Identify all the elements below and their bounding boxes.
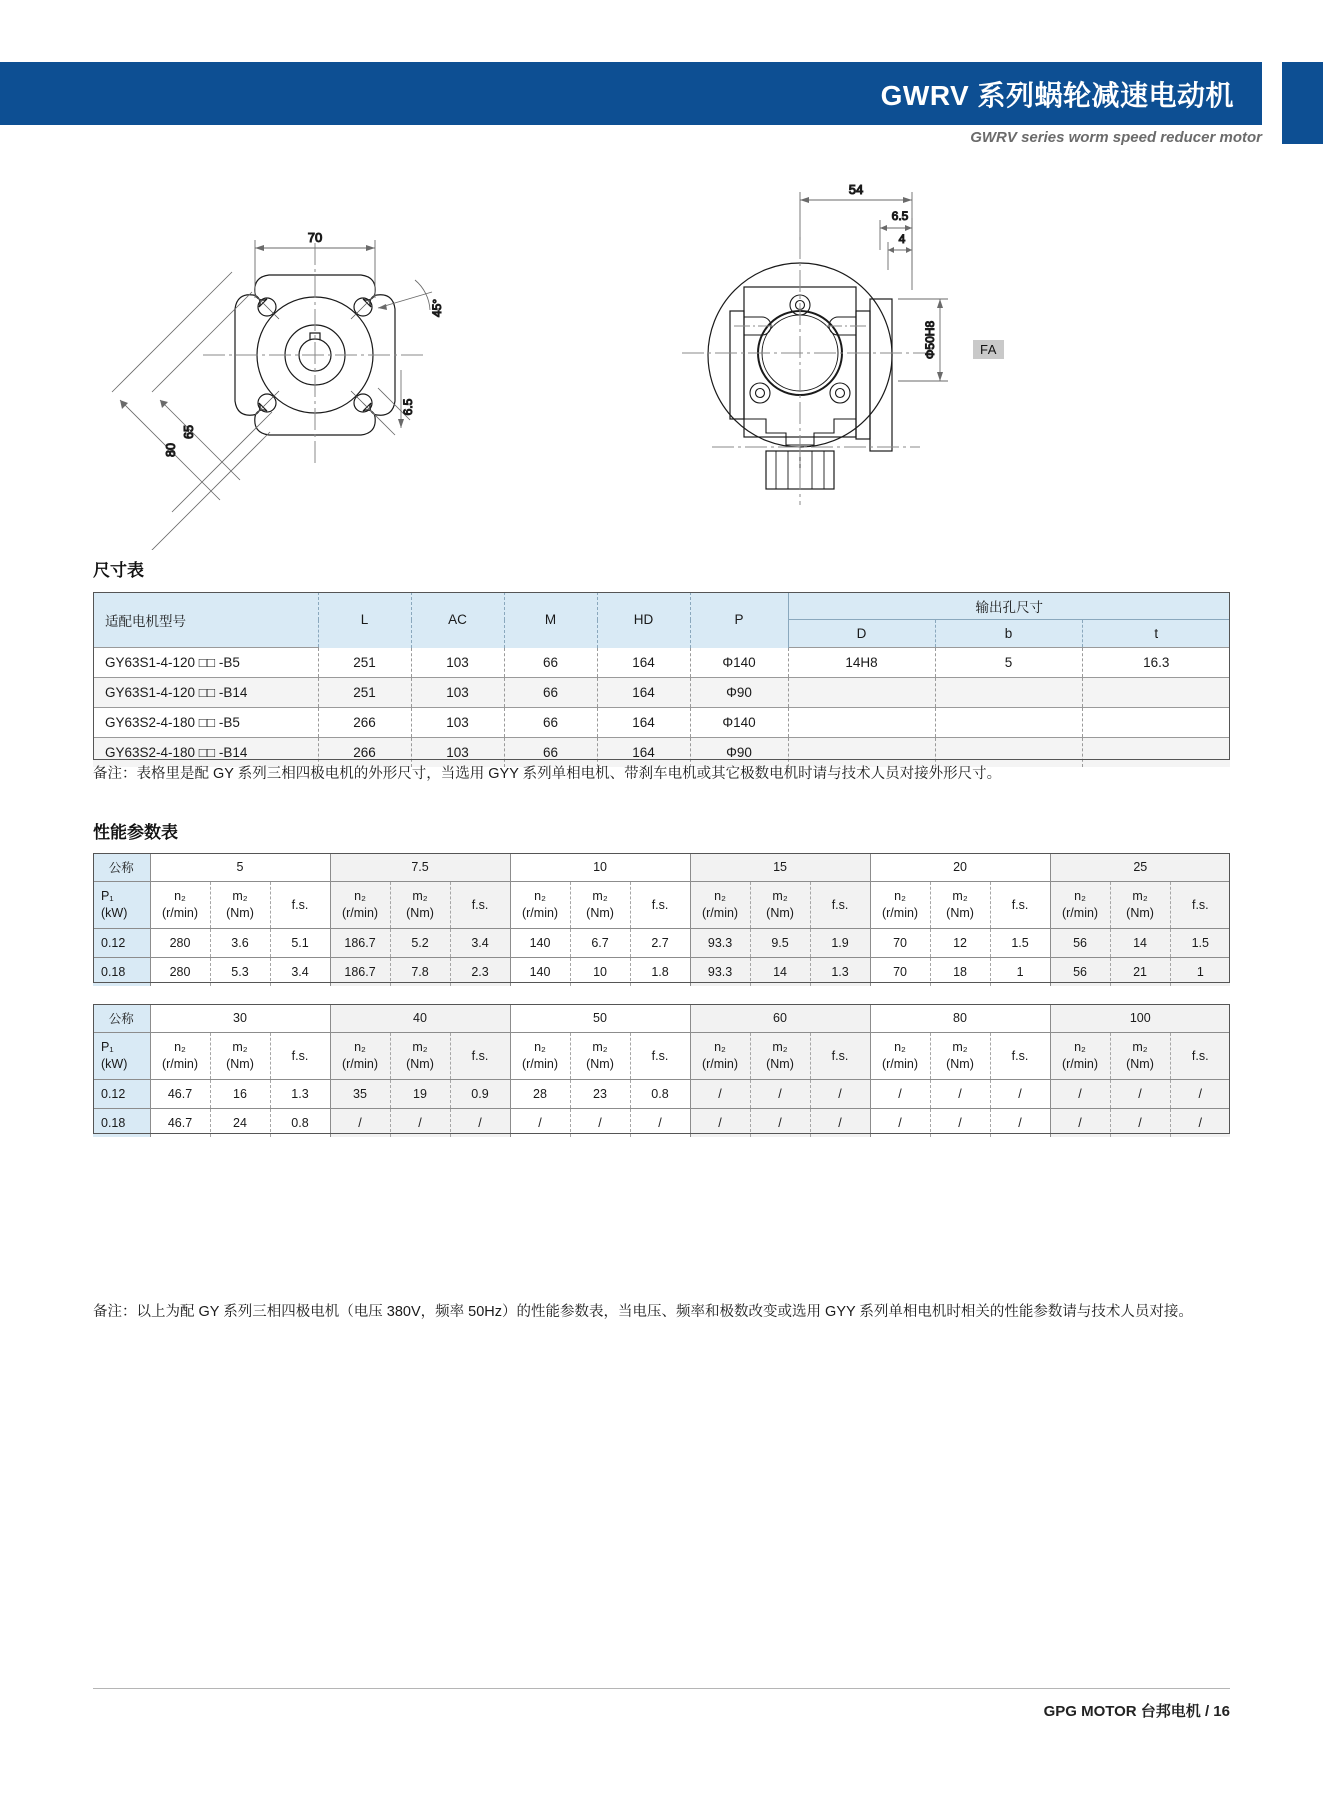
dim-cell-L: 251 (318, 678, 411, 708)
performance-table-title: 性能参数表 (93, 823, 178, 842)
perf-cell-m2: / (390, 1109, 450, 1138)
perf-sub-fs: f.s. (630, 882, 690, 929)
perf-cell-fs: 2.3 (450, 958, 510, 987)
perf-cell-m2: / (750, 1109, 810, 1138)
perf-cell-fs: 1.5 (990, 929, 1050, 958)
perf-cell-fs: 1.3 (810, 958, 870, 987)
perf-ratio-25: 25 (1050, 853, 1230, 882)
perf-cell-fs: 1.9 (810, 929, 870, 958)
perf-cell-fs: / (1170, 1080, 1230, 1109)
perf-cell-m2: 23 (570, 1080, 630, 1109)
dim-header-D: D (788, 620, 935, 648)
perf-sub-fs: f.s. (810, 1033, 870, 1080)
dim-label-4: 4 (898, 232, 906, 246)
dim-cell-M: 66 (504, 738, 597, 768)
perf-cell-fs: / (990, 1080, 1050, 1109)
dim-cell-D: 14H8 (788, 648, 935, 678)
dim-cell-HD: 164 (597, 708, 690, 738)
perf-sub-m2: m₂ (Nm) (930, 882, 990, 929)
dim-cell-M: 66 (504, 678, 597, 708)
dim-header-HD: HD (597, 592, 690, 648)
dim-cell-P: Φ140 (690, 708, 788, 738)
perf-cell-n2: 140 (510, 958, 570, 987)
dim-cell-AC: 103 (411, 678, 504, 708)
perf-cell-power: 0.12 (93, 929, 150, 958)
dim-cell-L: 266 (318, 738, 411, 768)
dim-cell-AC: 103 (411, 738, 504, 768)
perf-cell-m2: 5.2 (390, 929, 450, 958)
perf-cell-fs: / (630, 1109, 690, 1138)
perf-cell-power: 0.18 (93, 958, 150, 987)
perf-cell-n2: / (870, 1080, 930, 1109)
dimension-table-border (93, 592, 1230, 760)
page-header (0, 0, 1323, 175)
perf-label-power-line1: P₁ (101, 889, 114, 904)
header-edge-tab (1282, 62, 1323, 144)
perf-cell-fs: 2.7 (630, 929, 690, 958)
dim-header-model: 适配电机型号 (93, 592, 318, 648)
dim-label-65: 65 (182, 425, 196, 439)
perf-cell-fs: / (810, 1109, 870, 1138)
perf-cell-fs: 1.5 (1170, 929, 1230, 958)
perf-ratio-15: 15 (690, 853, 870, 882)
dimension-table-note: 备注：表格里是配 GY 系列三相四极电机的外形尺寸，当选用 GYY 系列单相电机、带刹车电机或其它极数电机时请与技术人员对接外形尺寸。 (93, 766, 1002, 782)
perf-cell-n2: 70 (870, 929, 930, 958)
perf-sub-fs: f.s. (270, 882, 330, 929)
perf-cell-m2: / (1110, 1109, 1170, 1138)
perf-cell-fs: 3.4 (270, 958, 330, 987)
perf-label-nominal: 公称 (93, 1004, 150, 1033)
perf-cell-fs: 1.3 (270, 1080, 330, 1109)
perf-cell-m2: / (1110, 1080, 1170, 1109)
dim-cell-model: GY63S1-4-120 □□ -B14 (93, 678, 318, 708)
page-title: GWRV 系列蜗轮减速电动机 (880, 79, 1234, 111)
perf-cell-power: 0.18 (93, 1109, 150, 1138)
perf-sub-m2: m₂ (Nm) (930, 1033, 990, 1080)
perf-sub-n2: n₂ (r/min) (1050, 1033, 1110, 1080)
perf-cell-m2: 7.8 (390, 958, 450, 987)
perf-cell-n2: 140 (510, 929, 570, 958)
dim-cell-P: Φ90 (690, 738, 788, 768)
perf-cell-n2: 186.7 (330, 958, 390, 987)
dim-cell-P: Φ90 (690, 678, 788, 708)
perf-cell-n2: 56 (1050, 958, 1110, 987)
perf-sub-fs: f.s. (450, 882, 510, 929)
page-subtitle: GWRV series worm speed reducer motor (970, 129, 1262, 146)
perf-cell-fs: / (450, 1109, 510, 1138)
perf-cell-fs: 1 (1170, 958, 1230, 987)
dim-header-output-hole-group: 输出孔尺寸 (788, 592, 1230, 620)
perf-ratio-60: 60 (690, 1004, 870, 1033)
perf-sub-n2: n₂ (r/min) (690, 1033, 750, 1080)
dim-cell-M: 66 (504, 648, 597, 678)
dim-cell-HD: 164 (597, 738, 690, 768)
perf-sub-m2-sym: m₂ (232, 889, 248, 904)
dim-label-70: 70 (307, 230, 323, 245)
performance-block1-border (93, 853, 1230, 983)
dim-label-65-small: 6.5 (401, 398, 415, 416)
perf-cell-fs: 0.8 (270, 1109, 330, 1138)
perf-cell-m2: 18 (930, 958, 990, 987)
performance-block2-border (93, 1004, 1230, 1134)
perf-sub-n2: n₂ (r/min) (510, 882, 570, 929)
perf-cell-m2: / (930, 1080, 990, 1109)
perf-cell-n2: 28 (510, 1080, 570, 1109)
perf-cell-m2: 9.5 (750, 929, 810, 958)
perf-sub-n2: n₂ (r/min) (1050, 882, 1110, 929)
perf-cell-n2: 93.3 (690, 958, 750, 987)
perf-sub-m2: m₂ (Nm) (750, 882, 810, 929)
perf-cell-n2: 46.7 (150, 1080, 210, 1109)
perf-cell-m2: 16 (210, 1080, 270, 1109)
footer-brand: GPG MOTOR 台邦电机 / 16 (1043, 1703, 1230, 1720)
perf-sub-m2: m₂ (Nm) (750, 1033, 810, 1080)
perf-cell-m2: / (930, 1109, 990, 1138)
dim-cell-model: GY63S1-4-120 □□ -B5 (93, 648, 318, 678)
perf-cell-fs: 1.8 (630, 958, 690, 987)
dim-cell-L: 266 (318, 708, 411, 738)
perf-label-power: P₁ (kW) (93, 1033, 150, 1080)
perf-cell-n2: / (690, 1080, 750, 1109)
perf-sub-n2: n₂ (r/min) (150, 1033, 210, 1080)
perf-sub-n2: n₂ (r/min) (690, 882, 750, 929)
dim-header-b: b (935, 620, 1082, 648)
perf-sub-fs: f.s. (810, 882, 870, 929)
dim-cell-L: 251 (318, 648, 411, 678)
perf-sub-n2: n₂ (r/min) (870, 1033, 930, 1080)
dim-header-M: M (504, 592, 597, 648)
dim-label-54: 54 (848, 182, 864, 197)
perf-cell-fs: 5.1 (270, 929, 330, 958)
perf-cell-m2: 19 (390, 1080, 450, 1109)
perf-cell-n2: 93.3 (690, 929, 750, 958)
perf-sub-fs: f.s. (1170, 882, 1230, 929)
perf-ratio-100: 100 (1050, 1004, 1230, 1033)
dim-label-right-65: 6.5 (891, 209, 909, 223)
perf-cell-n2: / (330, 1109, 390, 1138)
perf-sub-fs: f.s. (1170, 1033, 1230, 1080)
fa-badge: FA (973, 340, 1004, 359)
perf-cell-m2: 10 (570, 958, 630, 987)
perf-label-nominal: 公称 (93, 853, 150, 882)
perf-sub-m2: m₂ (Nm) (390, 1033, 450, 1080)
perf-cell-m2: 3.6 (210, 929, 270, 958)
perf-cell-m2: 12 (930, 929, 990, 958)
dim-label-80: 80 (164, 443, 178, 457)
perf-cell-m2: 6.7 (570, 929, 630, 958)
dim-cell-AC: 103 (411, 708, 504, 738)
perf-sub-fs: f.s. (630, 1033, 690, 1080)
perf-ratio-75: 7.5 (330, 853, 510, 882)
perf-sub-m2: m₂ (Nm) (570, 882, 630, 929)
perf-cell-n2: 280 (150, 958, 210, 987)
perf-cell-fs: 0.8 (630, 1080, 690, 1109)
perf-sub-fs: f.s. (990, 882, 1050, 929)
perf-ratio-80: 80 (870, 1004, 1050, 1033)
dim-cell-b: 5 (935, 648, 1082, 678)
dim-header-L: L (318, 592, 411, 648)
dim-label-phi50h8: Φ50H8 (923, 320, 937, 360)
perf-cell-power: 0.12 (93, 1080, 150, 1109)
perf-sub-fs: f.s. (450, 1033, 510, 1080)
perf-cell-m2: 14 (1110, 929, 1170, 958)
perf-cell-fs: 3.4 (450, 929, 510, 958)
perf-cell-m2: 14 (750, 958, 810, 987)
dim-header-AC: AC (411, 592, 504, 648)
perf-ratio-50: 50 (510, 1004, 690, 1033)
perf-cell-m2: 24 (210, 1109, 270, 1138)
perf-cell-n2: 46.7 (150, 1109, 210, 1138)
dim-cell-HD: 164 (597, 678, 690, 708)
dimension-table-title: 尺寸表 (93, 561, 144, 580)
perf-ratio-30: 30 (150, 1004, 330, 1033)
technical-drawings (0, 170, 1323, 550)
perf-label-power-line2: (kW) (101, 906, 128, 920)
perf-cell-fs: / (1170, 1109, 1230, 1138)
perf-cell-n2: / (1050, 1080, 1110, 1109)
perf-sub-fs: f.s. (990, 1033, 1050, 1080)
perf-cell-n2: / (870, 1109, 930, 1138)
dim-header-t: t (1082, 620, 1230, 648)
perf-sub-n2-unit: (r/min) (161, 906, 199, 920)
perf-cell-fs: 1 (990, 958, 1050, 987)
header-blue-bar (0, 62, 1262, 125)
perf-cell-fs: 0.9 (450, 1080, 510, 1109)
footer-divider (93, 1688, 1230, 1689)
dim-cell-t: 16.3 (1082, 648, 1230, 678)
dim-header-P: P (690, 592, 788, 648)
perf-cell-n2: 35 (330, 1080, 390, 1109)
dim-cell-M: 66 (504, 708, 597, 738)
perf-cell-n2: 280 (150, 929, 210, 958)
perf-cell-m2: 21 (1110, 958, 1170, 987)
perf-sub-m2: m₂ (Nm) (1110, 1033, 1170, 1080)
perf-cell-n2: 186.7 (330, 929, 390, 958)
perf-sub-m2: m₂ (Nm) (570, 1033, 630, 1080)
perf-sub-m2: m₂ (Nm) (210, 1033, 270, 1080)
perf-cell-fs: / (990, 1109, 1050, 1138)
perf-sub-n2-sym: n₂ (174, 889, 186, 904)
perf-sub-n2: n₂ (r/min) (330, 882, 390, 929)
perf-sub-m2-unit: (Nm) (226, 906, 254, 920)
dim-cell-P: Φ140 (690, 648, 788, 678)
perf-cell-n2: 70 (870, 958, 930, 987)
perf-ratio-10: 10 (510, 853, 690, 882)
performance-table-note: 备注：以上为配 GY 系列三相四极电机（电压 380V，频率 50Hz）的性能参数表，当电压、频率和极数改变或选用 GYY 系列单相电机时相关的性能参数请与技术人员对接。 (93, 1304, 1193, 1320)
dim-cell-AC: 103 (411, 648, 504, 678)
perf-cell-m2: 5.3 (210, 958, 270, 987)
perf-sub-fs: f.s. (270, 1033, 330, 1080)
perf-cell-n2: / (690, 1109, 750, 1138)
perf-cell-fs: / (810, 1080, 870, 1109)
perf-sub-m2: m₂ (Nm) (390, 882, 450, 929)
perf-cell-m2: / (570, 1109, 630, 1138)
perf-cell-n2: 56 (1050, 929, 1110, 958)
perf-sub-n2: n₂ (r/min) (870, 882, 930, 929)
perf-cell-n2: / (510, 1109, 570, 1138)
perf-cell-m2: / (750, 1080, 810, 1109)
perf-sub-n2: n₂ (r/min) (510, 1033, 570, 1080)
perf-sub-m2: m₂ (Nm) (1110, 882, 1170, 929)
dim-cell-HD: 164 (597, 648, 690, 678)
dim-label-45deg: 45° (430, 298, 444, 318)
perf-ratio-40: 40 (330, 1004, 510, 1033)
perf-sub-n2: n₂ (r/min) (330, 1033, 390, 1080)
dim-cell-model: GY63S2-4-180 □□ -B14 (93, 738, 318, 768)
perf-cell-n2: / (1050, 1109, 1110, 1138)
dim-cell-model: GY63S2-4-180 □□ -B5 (93, 708, 318, 738)
perf-ratio-20: 20 (870, 853, 1050, 882)
perf-ratio-5: 5 (150, 853, 330, 882)
